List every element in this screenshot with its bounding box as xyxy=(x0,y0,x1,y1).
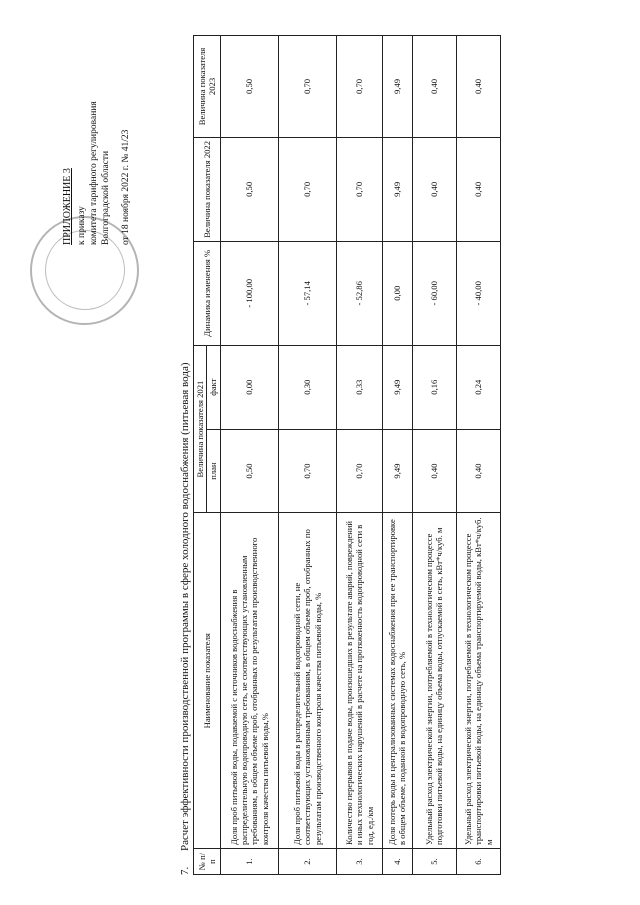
row-fact: 0,30 xyxy=(278,345,336,429)
header-num: № п/п xyxy=(194,849,221,875)
row-value-2023: 9,49 xyxy=(382,36,412,138)
row-num: 6. xyxy=(456,849,500,875)
table-row xyxy=(412,36,456,875)
row-plan: 9,49 xyxy=(382,429,412,513)
section-title xyxy=(179,363,191,876)
row-name: Доля проб питьевой воды в распределительной водопроводной сети, не соответствующих установленным требованиям, в общем объеме проб, отобранных по результатам производственного контроля качества питьевой воды, % xyxy=(278,513,336,849)
row-plan: 0,70 xyxy=(336,429,382,513)
row-fact: 0,00 xyxy=(220,345,278,429)
header-value-2023: Величина показателя 2023 xyxy=(194,36,221,138)
appendix-header xyxy=(62,101,132,245)
row-num: 2. xyxy=(278,849,336,875)
table-row xyxy=(456,36,500,875)
row-dynamics: - 52,86 xyxy=(336,241,382,345)
row-num: 1. xyxy=(220,849,278,875)
row-value-2023: 0,70 xyxy=(278,36,336,138)
row-dynamics: - 57,14 xyxy=(278,241,336,345)
appendix-date: от 18 ноября 2022 г. № 41/23 xyxy=(121,129,131,245)
row-name: Доля проб питьевой воды, подаваемой с источников водоснабжения в распределительную водопроводную сеть, не соответствующих установленным требованиям, в общем объеме проб, отобранных по результатам производственного контроля качества питьевой воды,% xyxy=(220,513,278,849)
row-num: 5. xyxy=(412,849,456,875)
row-dynamics: - 100,00 xyxy=(220,241,278,345)
row-name: Количество перерывов в подаче воды, произошедших в результате аварий, повреждений и иных технологических нарушений в расчете на протяженность водопроводной сети в год, ед./км xyxy=(336,513,382,849)
header-plan: план xyxy=(207,429,220,513)
section-number: 7. xyxy=(179,866,191,875)
table-row xyxy=(278,36,336,875)
row-plan: 0,70 xyxy=(278,429,336,513)
table-header-row xyxy=(194,36,207,875)
row-value-2022: 9,49 xyxy=(382,137,412,241)
row-name: Удельный расход электрической энергии, потребляемой в технологическом процессе подготовки питьевой воды, на единицу объема воды, отпускаемой в сеть, кВт*ч/куб. м xyxy=(412,513,456,849)
row-plan: 0,40 xyxy=(456,429,500,513)
row-plan: 0,50 xyxy=(220,429,278,513)
row-fact: 0,16 xyxy=(412,345,456,429)
table-row xyxy=(382,36,412,875)
header-dynamics: Динамика изменения % xyxy=(194,241,221,345)
row-name: Доля потерь воды в централизованных системах водоснабжения при ее транспортировке в общем объеме, поданной в водопроводную сеть, % xyxy=(382,513,412,849)
row-dynamics: 0,00 xyxy=(382,241,412,345)
row-dynamics: - 40,00 xyxy=(456,241,500,345)
row-fact: 9,49 xyxy=(382,345,412,429)
header-name: Наименование показателя xyxy=(194,513,221,849)
table-row xyxy=(336,36,382,875)
row-value-2022: 0,40 xyxy=(456,137,500,241)
row-value-2023: 0,40 xyxy=(412,36,456,138)
appendix-line-2: комитета тарифного регулирования xyxy=(89,101,99,245)
appendix-title: ПРИЛОЖЕНИЕ 3 xyxy=(62,168,73,245)
row-value-2023: 0,40 xyxy=(456,36,500,138)
header-value-2021: Величина показателя 2021 xyxy=(194,345,207,513)
row-num: 4. xyxy=(382,849,412,875)
appendix-line-3: Волгоградской области xyxy=(101,150,111,245)
row-fact: 0,33 xyxy=(336,345,382,429)
row-dynamics: - 60,00 xyxy=(412,241,456,345)
row-fact: 0,24 xyxy=(456,345,500,429)
appendix-line-1: к приказу xyxy=(77,206,87,245)
row-value-2022: 0,70 xyxy=(336,137,382,241)
row-value-2022: 0,40 xyxy=(412,137,456,241)
header-fact: факт xyxy=(207,345,220,429)
header-value-2022: Величина показателя 2022 xyxy=(194,137,221,241)
row-plan: 0,40 xyxy=(412,429,456,513)
row-value-2022: 0,50 xyxy=(220,137,278,241)
row-num: 3. xyxy=(336,849,382,875)
row-value-2022: 0,70 xyxy=(278,137,336,241)
row-value-2023: 0,70 xyxy=(336,36,382,138)
section-title-text: Расчет эффективности производственной программы в сфере холодного водоснабжения (питьевая вода) xyxy=(179,362,191,851)
row-value-2023: 0,50 xyxy=(220,36,278,138)
row-name: Удельный расход электрической энергии, потребляемой в технологическом процессе транспортировки питьевой воды, на единицу объема транспортируемой воды, кВт*ч/куб. м xyxy=(456,513,500,849)
table-row xyxy=(220,36,278,875)
efficiency-table xyxy=(193,35,501,875)
